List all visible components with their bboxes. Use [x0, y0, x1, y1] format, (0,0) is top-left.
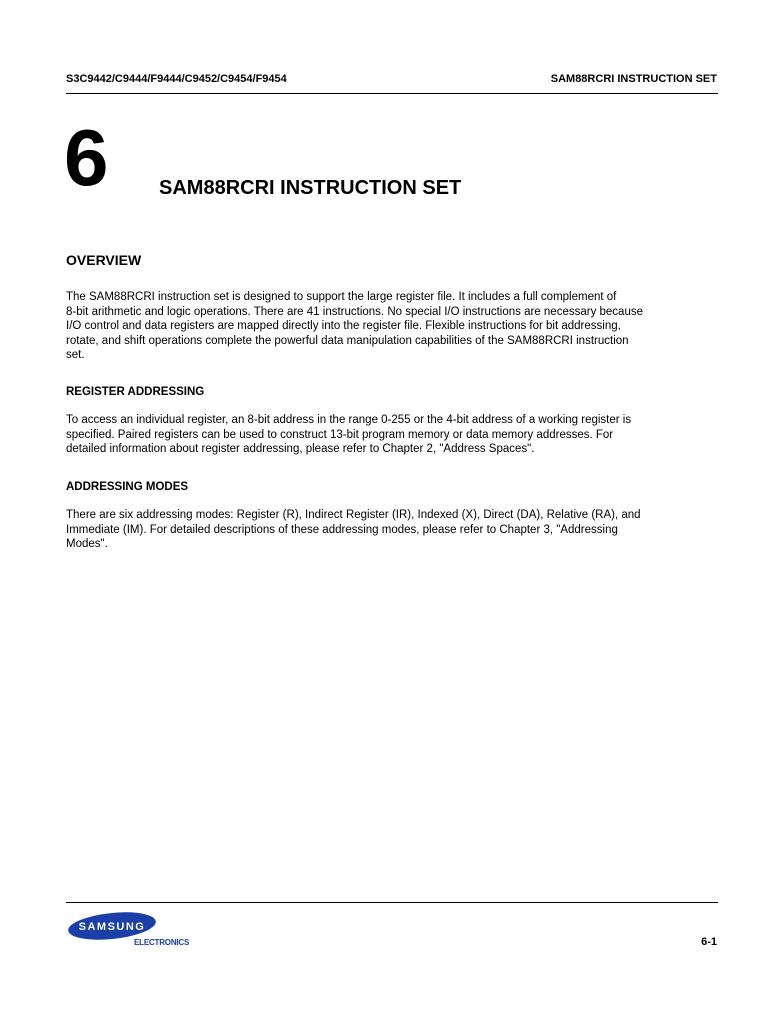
overview-paragraph: [66, 290, 722, 363]
samsung-logo-text: SAMSUNG: [78, 921, 146, 933]
register-addressing-paragraph: [66, 413, 722, 457]
addressing-modes-heading: ADDRESSING MODES: [66, 481, 189, 493]
paragraph-line: There are six addressing modes: Register (R), Indirect Register (IR), Indexed (X), Direct (DA), Relative (RA), and: [66, 509, 641, 521]
paragraph-line: rotate, and shift operations complete the powerful data manipulation capabilities of the SAM88RCRI instruction: [66, 334, 629, 347]
paragraph-line: Modes".: [66, 538, 108, 551]
overview-heading: OVERVIEW: [66, 252, 142, 268]
paragraph-line: detailed information about register addressing, please refer to Chapter 2, "Address Spaces".: [66, 443, 535, 456]
header-section-title: SAM88RCRI INSTRUCTION SET: [550, 73, 717, 85]
header-part-numbers: S3C9442/C9444/F9444/C9452/C9454/F9454: [66, 73, 287, 85]
chapter-number: 6: [64, 113, 109, 202]
paragraph-line: To access an individual register, an 8-bit address in the range 0-255 or the 4-bit address of a working register is: [66, 414, 632, 426]
paragraph-line: The SAM88RCRI instruction set is designed to support the large register file. It includes a full complement of: [66, 291, 617, 303]
paragraph-line: Immediate (IM). For detailed descriptions of these addressing modes, please refer to Chapter 3, "Addressing: [66, 523, 618, 536]
chapter-title: SAM88RCRI INSTRUCTION SET: [159, 177, 462, 199]
samsung-electronics-text: ELECTRONICS: [134, 938, 190, 947]
paragraph-line: specified. Paired registers can be used to construct 13-bit program memory or data memory addresses. For: [66, 428, 614, 441]
addressing-modes-paragraph: [66, 508, 722, 552]
register-addressing-heading: REGISTER ADDRESSING: [66, 386, 205, 398]
page-number: 6-1: [701, 936, 717, 948]
paragraph-line: 8-bit arithmetic and logic operations. There are 41 instructions. No special I/O instructions are necessary because: [66, 305, 643, 318]
header-divider: [66, 93, 718, 94]
footer-divider: [66, 902, 718, 903]
paragraph-line: set.: [66, 349, 85, 362]
paragraph-line: I/O control and data registers are mapped directly into the register file. Flexible instructions for bit addressing,: [66, 320, 621, 333]
